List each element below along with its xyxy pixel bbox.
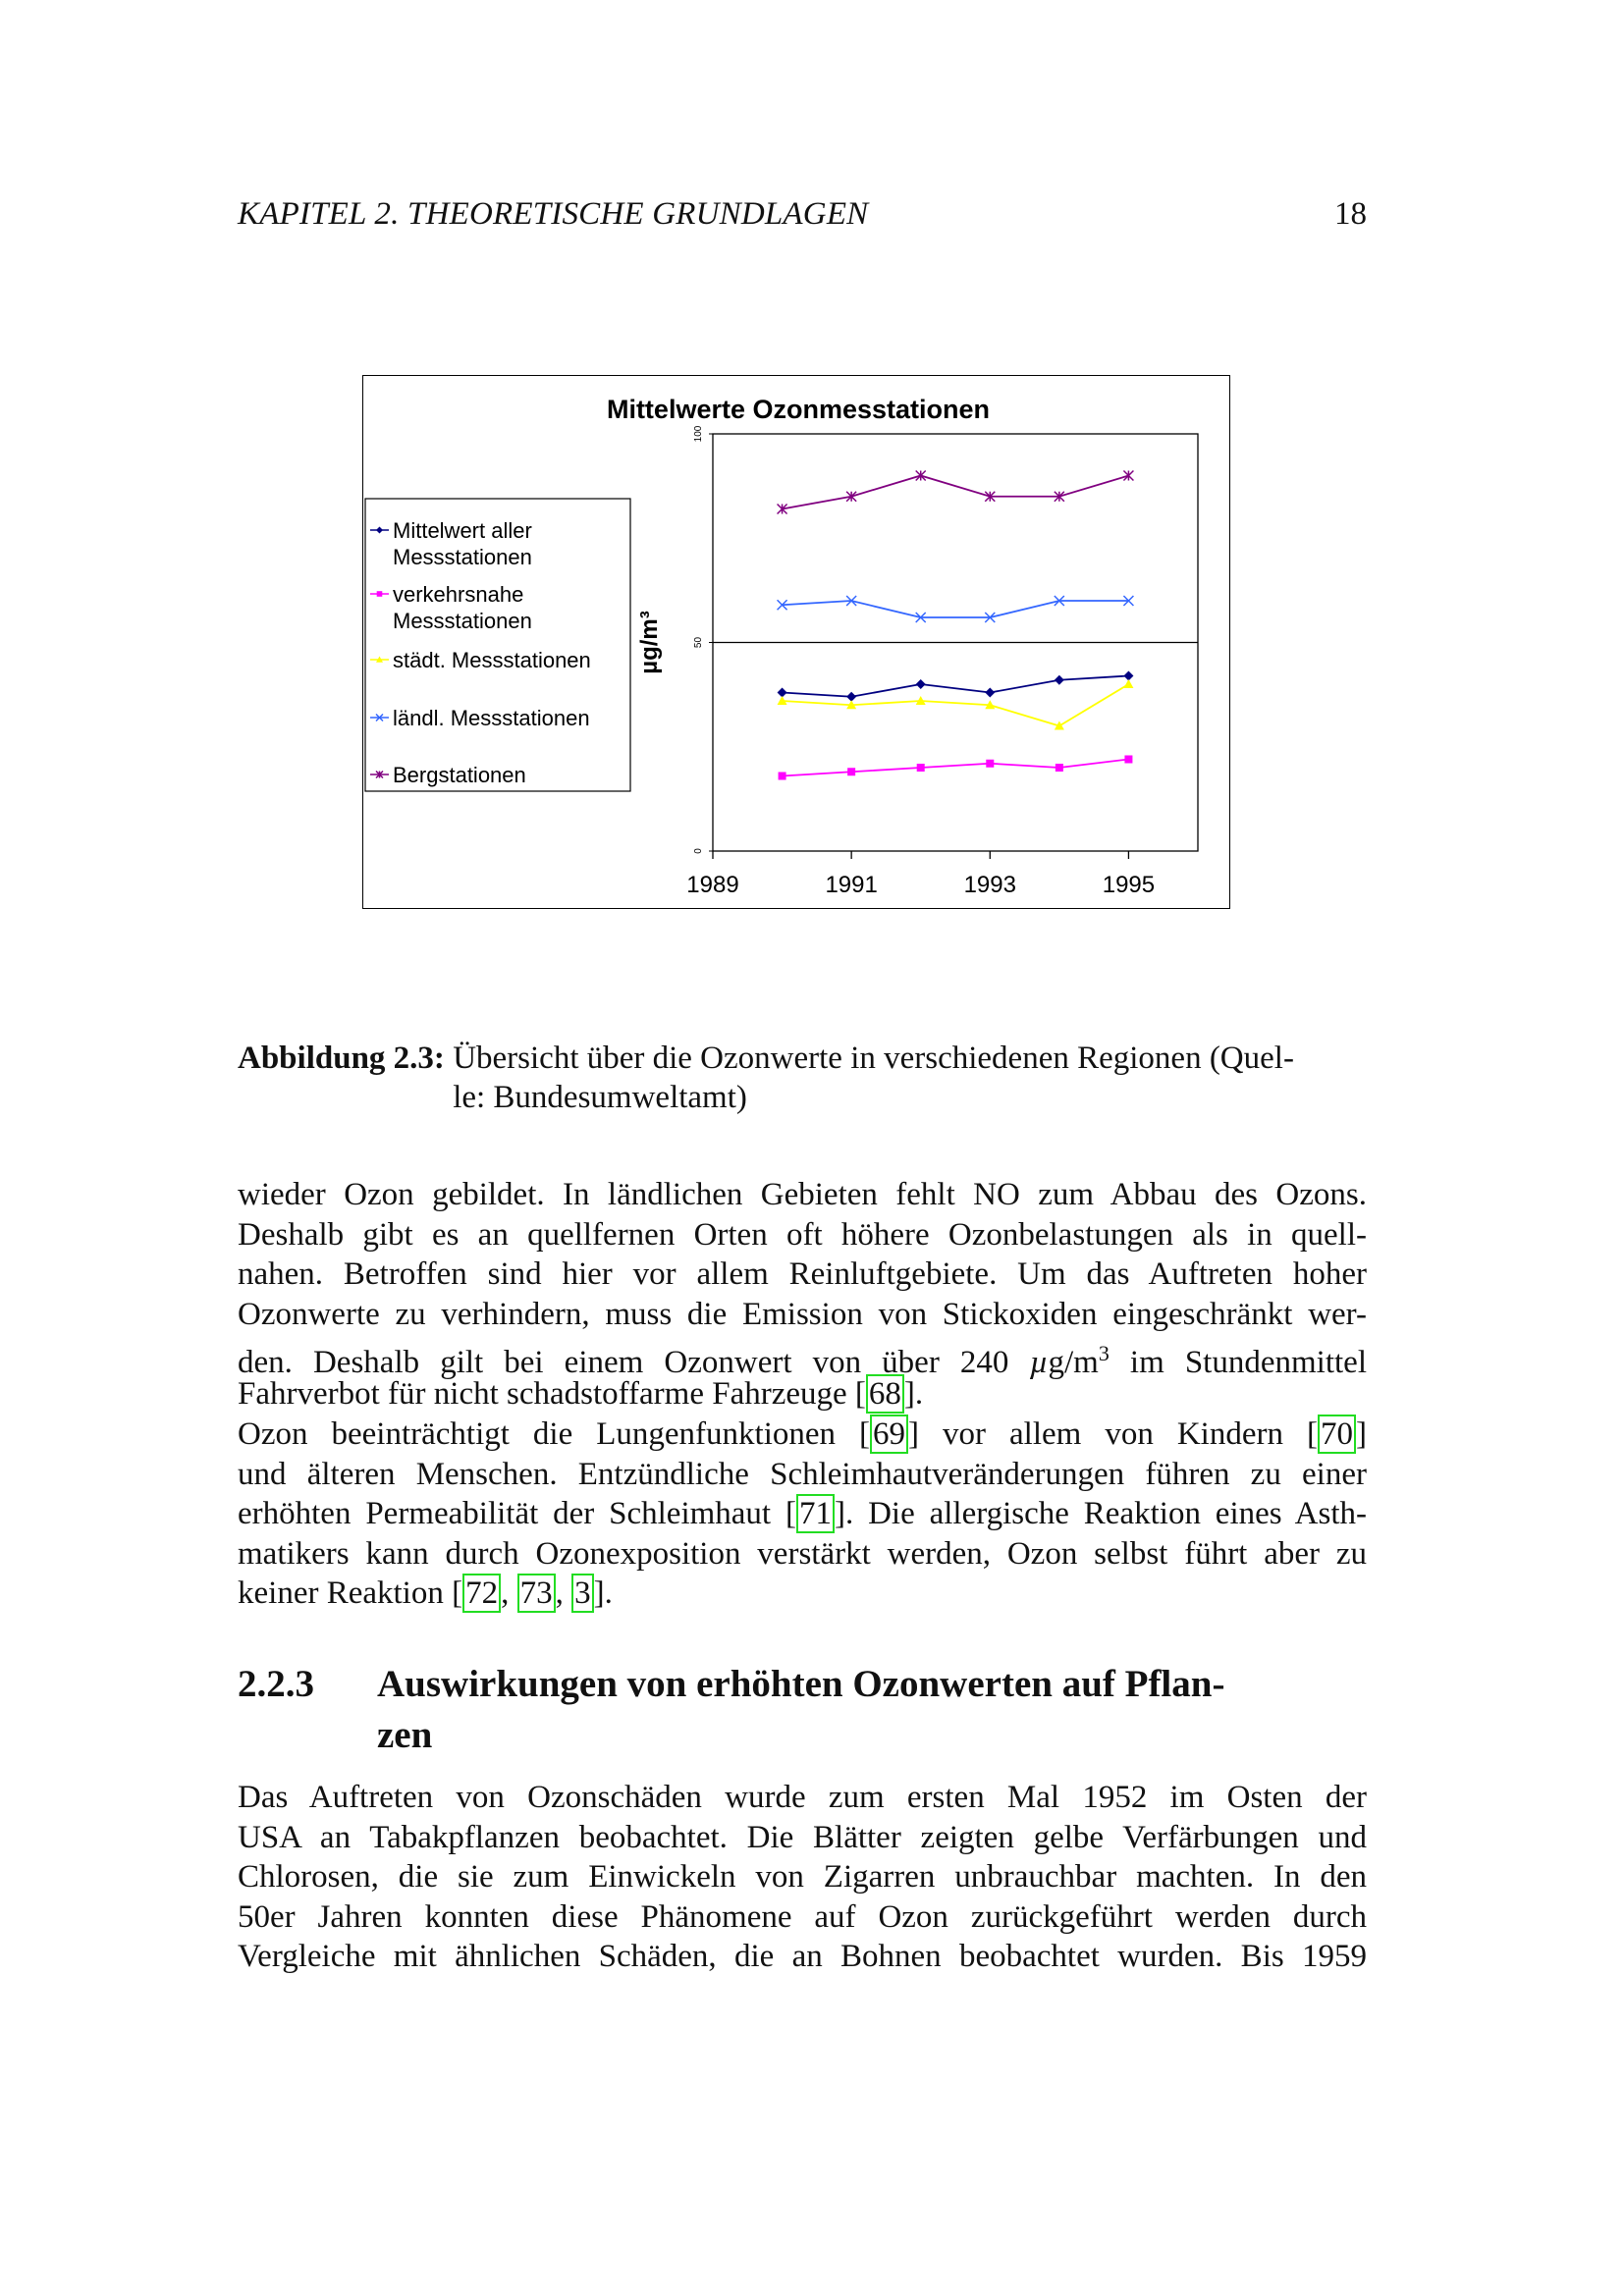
marker-square (1056, 764, 1063, 772)
series-line (783, 676, 1129, 697)
text-fragment: Ozon beeinträchtigt die Lungenfunktionen (238, 1416, 860, 1452)
x-tick-label: 1991 (825, 872, 878, 898)
section-title-line-1: Auswirkungen von erhöhten Ozonwerten auf Pflan- (377, 1663, 1225, 1705)
caption-line-1: Übersicht über die Ozonwerte in verschiedenen Regionen (Quel- (453, 1041, 1294, 1076)
series-line (783, 476, 1129, 509)
legend-label: Messstationen (393, 609, 532, 633)
marker-square (1124, 756, 1132, 764)
series-1 (779, 756, 1133, 780)
chart-legend (365, 499, 630, 791)
x-tick-label: 1995 (1102, 872, 1156, 898)
marker-star (916, 471, 926, 481)
text-line: und älteren Menschen. Entzündliche Schleimhautveränderungen führen zu einer (238, 1456, 1367, 1492)
series-line (783, 601, 1129, 617)
marker-triangle (1123, 679, 1133, 688)
x-tick-label: 1993 (963, 872, 1016, 898)
series-line (783, 684, 1129, 726)
marker-square (917, 764, 925, 772)
x-tick-label: 1989 (686, 872, 739, 898)
legend-label: städt. Messstationen (393, 648, 591, 672)
legend-label: ländl. Messstationen (393, 706, 590, 730)
citation-link-70[interactable]: 70 (1318, 1415, 1356, 1454)
y-axis-label: µg/m³ (636, 611, 663, 674)
unit-mu: µ (1029, 1345, 1049, 1381)
series-0 (778, 671, 1134, 702)
series-4 (778, 471, 1134, 514)
plot-area (636, 425, 1198, 898)
figure-ozone-chart (362, 375, 1230, 909)
marker-diamond (916, 679, 926, 689)
text-fragment: . (604, 1575, 613, 1612)
legend-label: verkehrsnahe (393, 582, 524, 607)
marker-diamond (1055, 675, 1064, 685)
running-header: KAPITEL 2. THEORETISCHE GRUNDLAGEN (238, 196, 869, 232)
text-fragment: . (914, 1375, 924, 1412)
text-line: Chlorosen, die sie zum Einwickeln von Zigarren unbrauchbar machten. In den (238, 1859, 1367, 1896)
series-3 (778, 596, 1134, 622)
series-2 (778, 679, 1134, 730)
legend-label: Mittelwert aller (393, 518, 532, 543)
text-line: erhöhten Permeabilität der Schleimhaut [71]. Die allergische Reaktion eines Asth- (238, 1496, 1367, 1532)
citation-link-68[interactable]: 68 (866, 1374, 904, 1414)
text-fragment: den. Deshalb gilt bei einem Ozonwert von über 240 (238, 1345, 1030, 1381)
section-heading (238, 1659, 1367, 1761)
chart-title: Mittelwerte Ozonmesstationen (606, 395, 991, 424)
section-title (377, 1659, 1364, 1761)
marker-square (847, 768, 855, 775)
page-number: 18 (1334, 196, 1367, 232)
caption-text (453, 1039, 1341, 1117)
y-tick-label: 50 (693, 636, 704, 649)
text-fragment: im Stundenmittel (1109, 1345, 1367, 1381)
text-line: nahen. Betroffen sind hier vor allem Reinluftgebiete. Um das Auftreten hoher (238, 1256, 1367, 1293)
marker-square (779, 773, 786, 780)
text-line: Ozon beeinträchtigt die Lungenfunktionen [69] vor allem von Kindern [70] (238, 1416, 1367, 1452)
marker-diamond (846, 692, 856, 702)
text-line: USA an Tabakpflanzen beobachtet. Die Blätter zeigten gelbe Verfärbungen und (238, 1819, 1367, 1855)
marker-diamond (985, 688, 995, 698)
text-fragment: Fahrverbot für nicht schadstoffarme Fahrzeuge (238, 1375, 855, 1412)
series-line (783, 760, 1129, 776)
paragraph-health-effects (238, 1415, 1367, 1614)
text-line: 50er Jahren konnten diese Phänomene auf Ozon zurückgeführt werden durch (238, 1898, 1367, 1935)
marker-star (1123, 471, 1133, 481)
paragraph-plant-damage (238, 1778, 1367, 1977)
figure-label: Abbildung 2.3: (238, 1041, 445, 1076)
section-title-line-2: zen (377, 1714, 433, 1756)
unit-text: g/m (1048, 1345, 1099, 1381)
text-line: wieder Ozon gebildet. In ländlichen Gebieten fehlt NO zum Abbau des Ozons. (238, 1177, 1367, 1212)
text-line: keiner Reaktion [72, 73, 3]. (238, 1575, 613, 1612)
text-fragment: vor allem von Kindern (919, 1416, 1307, 1452)
citation-link-71[interactable]: 71 (796, 1494, 835, 1533)
y-tick-label: 100 (693, 425, 704, 443)
text-fragment: keiner Reaktion (238, 1575, 453, 1612)
citation-link-72[interactable]: 72 (462, 1574, 501, 1613)
section-number: 2.2.3 (238, 1663, 314, 1705)
text-fragment: erhöhten Permeabilität der Schleimhaut (238, 1496, 785, 1532)
marker-square (377, 591, 383, 597)
marker-square (986, 760, 994, 768)
text-line: Ozonwerte zu verhindern, muss die Emission von Stickoxiden eingeschränkt wer- (238, 1296, 1367, 1332)
caption-line-2: le: Bundesumweltamt) (453, 1080, 747, 1115)
text-line: matikers kann durch Ozonexposition verstärkt werden, Ozon selbst führt aber zu (238, 1535, 1367, 1572)
legend-label: Messstationen (393, 545, 532, 569)
marker-diamond (778, 688, 787, 698)
citation-link-3[interactable]: 3 (571, 1574, 594, 1613)
text-line (238, 1334, 1367, 1381)
text-line: Vergleiche mit ähnlichen Schäden, die an Bohnen beobachtet wurden. Bis 1959 (238, 1939, 1367, 1975)
text-line: Das Auftreten von Ozonschäden wurde zum ersten Mal 1952 im Osten der (238, 1780, 1367, 1815)
unit-superscript: 3 (1098, 1341, 1110, 1366)
figure-caption (238, 1039, 1367, 1117)
text-line: Fahrverbot für nicht schadstoffarme Fahrzeuge [68]. (238, 1375, 924, 1412)
text-line: Deshalb gibt es an quellfernen Orten oft höhere Ozonbelastungen als in quell- (238, 1216, 1367, 1253)
citation-link-73[interactable]: 73 (517, 1574, 556, 1613)
legend-label: Bergstationen (393, 763, 526, 787)
y-tick-label: 0 (693, 848, 704, 854)
paragraph-ozone-formation (238, 1175, 1367, 1415)
text-fragment: . Die allergische Reaktion eines Asth- (844, 1496, 1367, 1532)
citation-link-69[interactable]: 69 (870, 1415, 908, 1454)
line-chart (363, 376, 1231, 910)
